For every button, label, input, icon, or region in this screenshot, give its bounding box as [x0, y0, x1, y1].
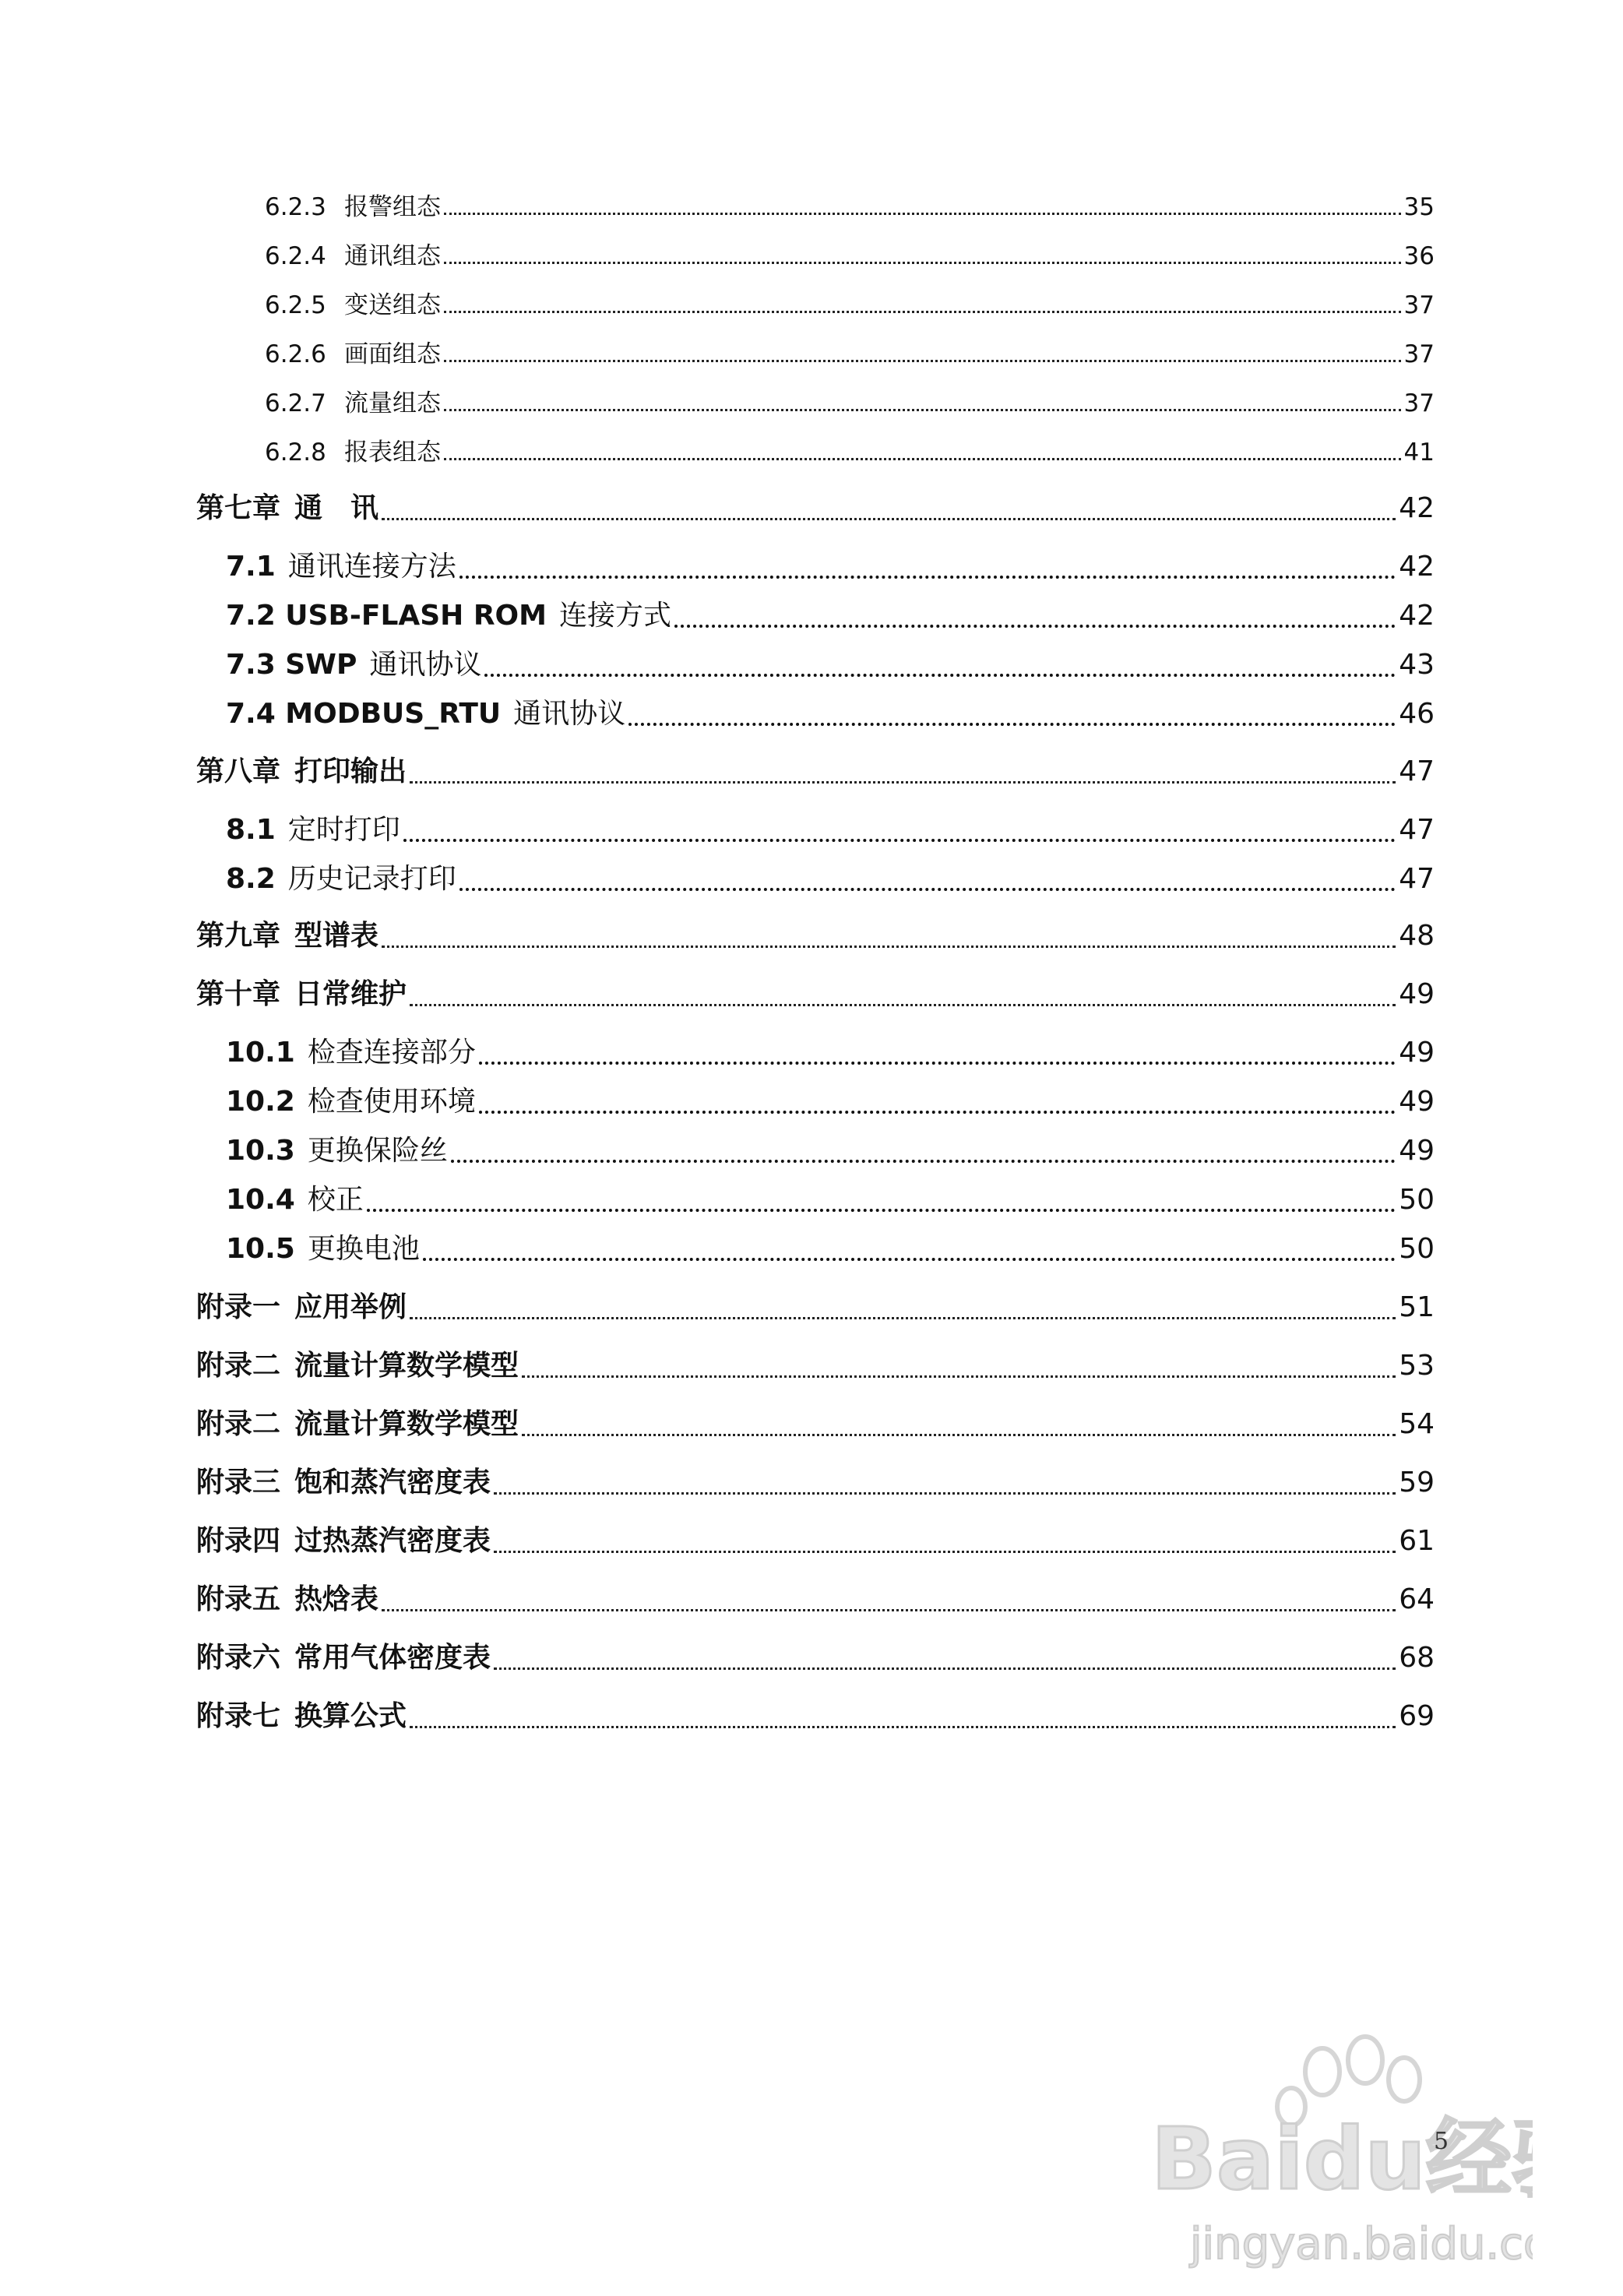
watermark-brand: Baidu经	[1151, 2109, 1512, 2209]
toc-number: 8.1	[226, 814, 276, 846]
toc-chapter[interactable]	[196, 914, 1435, 954]
dot-leader	[494, 1492, 1396, 1495]
toc-title: 通讯连接方法	[287, 551, 456, 583]
toc-appendix[interactable]	[196, 1694, 1435, 1734]
toc-page: 53	[1399, 1350, 1435, 1382]
toc-title: 通 讯	[294, 492, 379, 524]
dot-leader	[382, 518, 1396, 520]
toc-title: 画面组态	[344, 340, 441, 368]
toc-number: 附录一	[196, 1291, 281, 1323]
toc-title: 变送组态	[344, 291, 441, 319]
toc-page: 36	[1403, 242, 1435, 270]
toc-page: 54	[1399, 1408, 1435, 1440]
toc-title: 定时打印	[287, 814, 400, 846]
toc-page: 48	[1399, 920, 1435, 952]
toc-title: 型谱表	[294, 920, 379, 952]
toc-number: 第八章	[196, 755, 281, 787]
toc-page: 68	[1399, 1642, 1435, 1674]
toc-appendix[interactable]	[196, 1636, 1435, 1676]
dot-leader	[522, 1434, 1396, 1436]
dot-leader	[410, 1004, 1396, 1006]
toc-entry[interactable]	[226, 643, 1435, 683]
toc-page: 35	[1403, 193, 1435, 221]
dot-leader	[444, 409, 1401, 411]
toc-title: 通讯组态	[344, 242, 441, 270]
toc-number: 7.1	[226, 551, 276, 583]
toc-title: 常用气体密度表	[294, 1642, 491, 1674]
toc-number: 附录三	[196, 1467, 281, 1498]
toc-number: 10.5	[226, 1233, 295, 1265]
dot-leader	[410, 1317, 1396, 1319]
toc-number: 10.1	[226, 1037, 295, 1069]
toc-title: 检查使用环境	[307, 1086, 476, 1118]
dot-leader	[459, 576, 1396, 579]
dot-leader	[444, 311, 1401, 313]
toc-entry[interactable]	[265, 383, 1435, 417]
dot-leader	[423, 1258, 1396, 1261]
toc-entry[interactable]	[226, 1178, 1435, 1218]
dot-leader	[459, 888, 1396, 891]
toc-page: 43	[1399, 649, 1435, 681]
toc-page: 64	[1399, 1583, 1435, 1615]
dot-leader	[444, 262, 1401, 264]
toc-title: 流量计算数学模型	[294, 1408, 519, 1440]
dot-leader	[628, 723, 1396, 726]
dot-leader	[410, 781, 1396, 784]
toc-number: 6.2.5	[265, 291, 326, 319]
toc-number: 7.4 MODBUS_RTU	[226, 698, 502, 730]
toc-title: 流量计算数学模型	[294, 1350, 519, 1382]
dot-leader	[494, 1551, 1396, 1553]
toc-title: 更换保险丝	[307, 1135, 448, 1167]
toc-page: 69	[1399, 1700, 1435, 1732]
toc-title: 报表组态	[344, 438, 441, 467]
toc-number: 8.2	[226, 863, 276, 895]
toc-entry[interactable]	[226, 1079, 1435, 1120]
dot-leader	[451, 1160, 1396, 1163]
toc-page: 47	[1399, 814, 1435, 846]
toc-entry[interactable]	[226, 1227, 1435, 1267]
dot-leader	[494, 1667, 1396, 1670]
toc-appendix[interactable]	[196, 1402, 1435, 1442]
toc-appendix[interactable]	[196, 1343, 1435, 1384]
toc-number: 10.3	[226, 1135, 295, 1167]
dot-leader	[479, 1062, 1396, 1065]
toc-page: 49	[1399, 978, 1435, 1010]
toc-title: 应用举例	[294, 1291, 407, 1323]
toc-title: 历史记录打印	[287, 863, 456, 895]
dot-leader	[522, 1375, 1396, 1378]
toc-number: 第九章	[196, 920, 281, 952]
toc-title: 校正	[307, 1184, 364, 1216]
toc-page: 47	[1399, 755, 1435, 787]
toc-number: 10.2	[226, 1086, 295, 1118]
toc-number: 10.4	[226, 1184, 295, 1216]
toc-page: 49	[1399, 1135, 1435, 1167]
toc-title: 过热蒸汽密度表	[294, 1525, 491, 1557]
page-number: 5	[1434, 2128, 1449, 2155]
toc-entry[interactable]	[226, 1129, 1435, 1169]
toc-page: 42	[1399, 492, 1435, 524]
toc-entry[interactable]	[265, 285, 1435, 319]
toc-title: 饱和蒸汽密度表	[294, 1467, 491, 1498]
toc-number: 6.2.6	[265, 340, 326, 368]
toc-entry[interactable]	[226, 692, 1435, 732]
dot-leader	[484, 674, 1396, 677]
toc-page: 42	[1399, 600, 1435, 632]
toc-entry[interactable]	[265, 236, 1435, 270]
toc-number: 7.3 SWP	[226, 649, 357, 681]
toc-number: 第七章	[196, 492, 281, 524]
toc-entry[interactable]	[265, 334, 1435, 368]
toc-number: 第十章	[196, 978, 281, 1010]
toc-page: 49	[1399, 1086, 1435, 1118]
toc-appendix[interactable]	[196, 1285, 1435, 1326]
toc-number: 6.2.4	[265, 242, 326, 270]
dot-leader	[444, 213, 1401, 215]
toc-appendix[interactable]	[196, 1519, 1435, 1559]
dot-leader	[479, 1111, 1396, 1114]
toc-number: 附录七	[196, 1700, 281, 1732]
toc-title: 连接方式	[558, 600, 671, 632]
toc-number: 6.2.7	[265, 389, 326, 417]
toc-appendix[interactable]	[196, 1460, 1435, 1501]
toc-number: 附录四	[196, 1525, 281, 1557]
toc-chapter[interactable]	[196, 749, 1435, 790]
toc-chapter[interactable]	[196, 972, 1435, 1012]
toc-page: 37	[1403, 340, 1435, 368]
toc-title: 换算公式	[294, 1700, 407, 1732]
dot-leader	[382, 946, 1396, 948]
dot-leader	[674, 625, 1396, 628]
toc-title: 通讯协议	[369, 649, 482, 681]
toc-entry[interactable]	[226, 593, 1435, 634]
toc-appendix[interactable]	[196, 1577, 1435, 1618]
dot-leader	[444, 458, 1401, 460]
toc-title: 通讯协议	[513, 698, 626, 730]
dot-leader	[403, 839, 1396, 842]
toc-number: 6.2.8	[265, 438, 326, 467]
toc-number: 7.2 USB-FLASH ROM	[226, 600, 547, 632]
toc-page: 49	[1399, 1037, 1435, 1069]
toc-title: 日常维护	[294, 978, 407, 1010]
watermark-url: jingyan.baidu.c	[1190, 2219, 1523, 2270]
toc-number: 附录二	[196, 1350, 281, 1382]
toc-title: 打印输出	[294, 755, 407, 787]
toc-page: 46	[1399, 698, 1435, 730]
toc-number: 附录五	[196, 1583, 281, 1615]
toc-number: 附录六	[196, 1642, 281, 1674]
toc-entry[interactable]	[226, 1030, 1435, 1071]
toc-page: 37	[1403, 389, 1435, 417]
toc-entry[interactable]	[226, 808, 1435, 848]
toc-page: 61	[1399, 1525, 1435, 1557]
toc-entry[interactable]	[265, 432, 1435, 467]
toc-page: 47	[1399, 863, 1435, 895]
toc-number: 6.2.3	[265, 193, 326, 221]
toc-page: 59	[1399, 1467, 1435, 1498]
toc-page: 50	[1399, 1233, 1435, 1265]
toc-title: 更换电池	[307, 1233, 420, 1265]
toc-page: 37	[1403, 291, 1435, 319]
dot-leader	[444, 360, 1401, 362]
dot-leader	[367, 1209, 1396, 1212]
toc-page: 41	[1403, 438, 1435, 467]
toc-title: 报警组态	[344, 193, 441, 221]
paw-logo-icon	[1143, 2025, 1533, 2282]
toc-number: 附录二	[196, 1408, 281, 1440]
toc-page: 51	[1399, 1291, 1435, 1323]
toc-entry[interactable]	[226, 857, 1435, 897]
toc-entry[interactable]	[265, 187, 1435, 221]
toc-entry[interactable]	[226, 544, 1435, 585]
dot-leader	[382, 1609, 1396, 1611]
toc-page: 50	[1399, 1184, 1435, 1216]
toc-chapter[interactable]	[196, 486, 1435, 526]
baidu-jingyan-watermark	[1143, 2025, 1533, 2282]
dot-leader	[410, 1726, 1396, 1728]
toc-title: 热焓表	[294, 1583, 379, 1615]
toc-title: 检查连接部分	[307, 1037, 476, 1069]
toc-title: 流量组态	[344, 389, 441, 417]
toc-page: 42	[1399, 551, 1435, 583]
